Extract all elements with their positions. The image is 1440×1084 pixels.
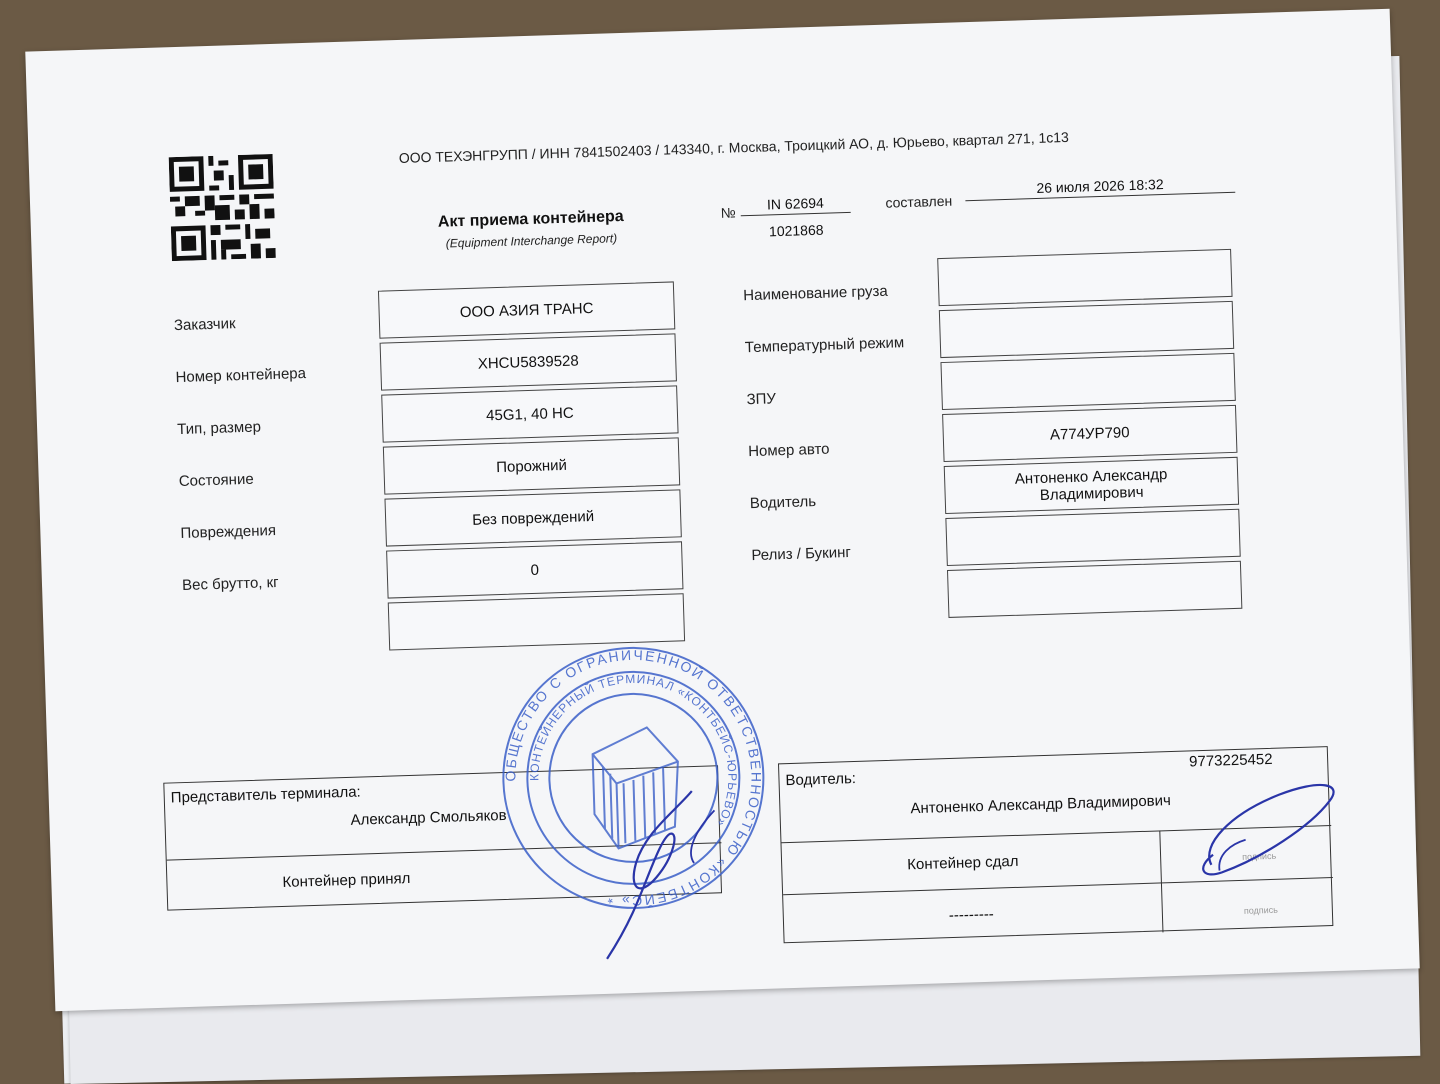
field-value-container-number: XHCU5839528 [380,333,677,390]
driver-handed-label: Контейнер сдал [906,852,1019,874]
terminal-signature [573,770,729,965]
svg-text:КОНТЕЙНЕРНЫЙ ТЕРМИНАЛ «КОНТБЕЙ: КОНТЕЙНЕРНЫЙ ТЕРМИНАЛ «КОНТБЕЙС-ЮРЬЕВО» [527,671,740,830]
terminal-accepted-label: Контейнер принял [282,869,411,892]
field-value-driver: Антоненко Александр Владимирович [944,457,1239,514]
terminal-header: Представитель терминала: [170,783,361,807]
field-label-seal: ЗПУ [746,390,777,409]
composed-date: 26 июля 2026 18:32 [965,174,1235,201]
field-value-gross-weight: 0 [386,541,683,598]
signature-hint: подпись [1241,850,1277,862]
field-value-seal [940,353,1235,410]
company-header: ООО ТЕХЭНГРУПП / ИНН 7841502403 / 143340, г. Москва, Троицкий АО, д. Юрьево, квартал 271, 1с13 [398,128,1070,166]
signature-hint: подпись [1243,904,1279,916]
qr-code [169,154,276,261]
svg-text:ОБЩЕСТВО С ОГРАНИЧЕННОЙ ОТВЕТС: ОБЩЕСТВО С ОГРАНИЧЕННОЙ ОТВЕТСТВЕННОСТЬЮ «КОНТБЕЙС» * [502,646,765,910]
field-label-damage: Повреждения [180,522,277,543]
terminal-representative-name: Александр Смольяков [350,806,507,829]
field-label-cargo-name: Наименование груза [743,282,888,305]
driver-header: Водитель: [785,769,857,790]
composed-label: составлен [885,192,953,211]
document-number-secondary: 1021868 [768,221,824,240]
document-title: Акт приема контейнера [437,207,624,231]
document-number: IN 62694 [740,194,851,216]
field-value-condition: Порожний [383,437,680,494]
field-label-driver: Водитель [749,493,817,513]
number-label: № [720,204,736,221]
driver-phone: 9773225452 [1188,750,1273,771]
driver-dashes: --------- [948,905,995,925]
field-label-release-booking: Релиз / Букинг [751,543,852,565]
driver-signature [1189,770,1352,885]
field-value-vehicle-number: А774УР790 [942,405,1237,462]
field-label-temperature: Температурный режим [744,334,905,357]
field-value-release-booking [945,509,1240,566]
field-label-gross-weight: Вес брутто, кг [181,573,279,595]
field-label-condition: Состояние [178,470,254,491]
field-value-empty-right [947,561,1242,618]
field-value-temperature [939,301,1234,358]
field-value-type-size: 45G1, 40 HC [381,385,678,442]
field-label-container-number: Номер контейнера [175,365,307,387]
field-value-damage: Без повреждений [384,489,681,546]
field-label-customer: Заказчик [173,315,236,335]
driver-name: Антоненко Александр Владимирович [910,792,1172,818]
document-subtitle: (Equipment Interchange Report) [445,231,618,251]
field-label-vehicle-number: Номер авто [747,440,830,461]
document-page [25,9,1419,1011]
field-label-type-size: Тип, размер [176,418,262,439]
field-value-cargo-name [937,249,1232,306]
field-value-customer: ООО АЗИЯ ТРАНС [378,281,675,338]
